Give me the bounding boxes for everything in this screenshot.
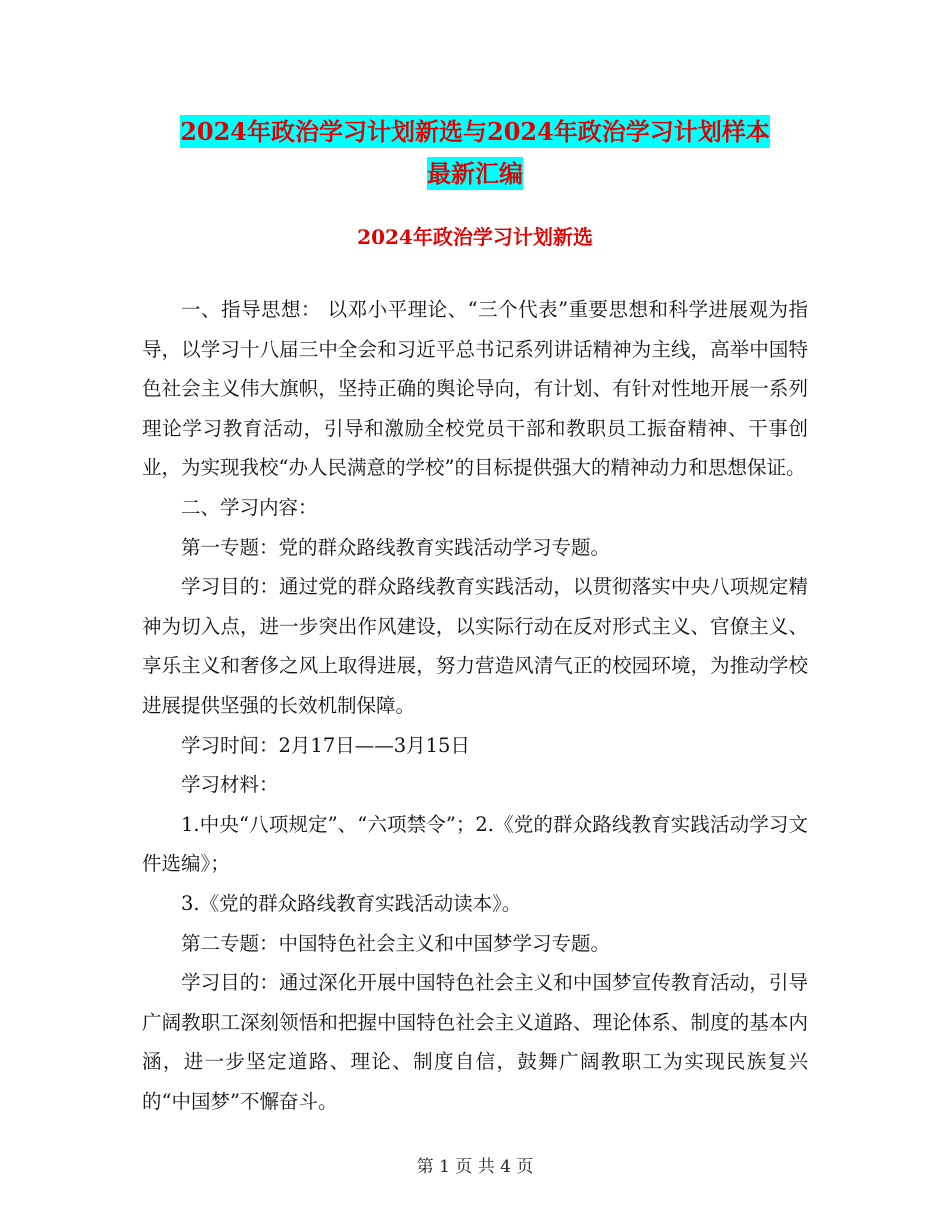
paragraph: 3.《党的群众路线教育实践活动读本》。 [181, 891, 522, 915]
paragraph: 学习目的：通过深化开展中国特色社会主义和中国梦宣传教育活动，引导广阔教职工深刻领悟和把握中国特色社会主义道路、理论体系、制度的基本内涵，进一步坚定道路、理论、制度自信，鼓舞广阔教职工为实现民族复兴的“中国梦”不懈奋斗。 [142, 971, 808, 1113]
paragraph: 学习时间：2月17日——3月15日 [181, 733, 470, 757]
paragraph: 学习材料： [181, 773, 279, 797]
page-footer: 第 1 页 共 4 页 [416, 1157, 534, 1177]
paragraph: 第二专题：中国特色社会主义和中国梦学习专题。 [181, 931, 611, 955]
paragraph: 学习目的：通过党的群众路线教育实践活动，以贯彻落实中央八项规定精神为切入点，进一步突出作风建设，以实际行动在反对形式主义、官僚主义、享乐主义和奢侈之风上取得进展，努力营造风清气正的校园环境，为推动学校进展提供坚强的长效机制保障。 [142, 575, 808, 717]
title-highlight: 2024年政治学习计划新选与2024年政治学习计划样本 [180, 117, 770, 146]
document-body [142, 290, 808, 1121]
section-title: 2024年政治学习计划新选 [357, 225, 593, 249]
title-highlight: 最新汇编 [427, 159, 523, 188]
paragraph: 1.中央“八项规定”、“六项禁令”；2.《党的群众路线教育实践活动学习文件选编》； [142, 812, 808, 876]
paragraph: 二、学习内容： [181, 495, 318, 519]
document-title-line-2 [0, 152, 950, 196]
paragraph: 第一专题：党的群众路线教育实践活动学习专题。 [181, 535, 611, 559]
paragraph: 一、指导思想： 以邓小平理论、“三个代表”重要思想和科学进展观为指导，以学习十八届三中全会和习近平总书记系列讲话精神为主线，高举中国特色社会主义伟大旗帜，坚持正确的舆论导向，有计划、有针对性地开展一系列理论学习教育活动，引导和激励全校党员干部和教职员工振奋精神、干事创业，为实现我校“办人民满意的学校”的目标提供强大的精神动力和思想保证。 [142, 298, 808, 480]
document-title-line-1 [0, 110, 950, 154]
